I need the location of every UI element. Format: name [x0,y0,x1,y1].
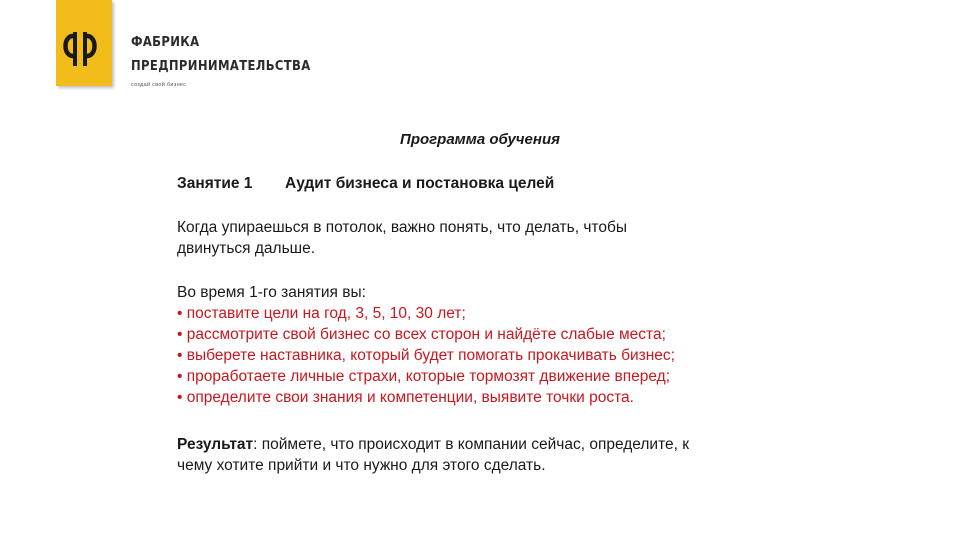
result-line-1-text: : поймете, что происходит в компании сейчас, определите, к [253,436,690,453]
ff-monogram-icon [56,0,112,86]
page-title-text: Программа обучения [400,131,560,148]
result-line-2: чему хотите прийти и что нужно для этого сделать. [177,457,546,474]
list-heading: Во время 1-го занятия вы: [177,284,366,301]
intro-line-2: двинуться дальше. [177,240,316,257]
brand-tagline: создай свой бизнес [131,82,187,88]
brand-name [131,30,340,88]
list-item: • поставите цели на год, 3, 5, 10, 30 лет; [177,305,466,322]
result-paragraph [177,434,689,476]
result-label: Результат [177,436,254,453]
intro-line-1: Когда упираешься в потолок, важно понять, что делать, чтобы [177,219,627,236]
lesson-outcomes-list [177,303,675,408]
list-item: • проработаете личные страхи, которые тормозят движение вперед; [177,368,670,385]
lesson-header [177,175,554,193]
list-item: • определите свои знания и компетенции, выявите точки роста. [177,389,634,406]
result-line-1 [177,434,689,455]
brand-logo [56,0,112,86]
list-item: • выберете наставника, который будет помогать прокачивать бизнес; [177,347,675,364]
intro-paragraph [177,217,627,259]
list-item: • рассмотрите свой бизнес со всех сторон и найдёте слабые места; [177,326,666,343]
lesson-title: Аудит бизнеса и постановка целей [285,175,555,192]
page-title [0,131,960,148]
brand-name-line2: ПРЕДПРИНИМАТЕЛЬСТВА [131,58,311,74]
lesson-number: Занятие 1 [177,175,253,192]
brand-name-line1: ФАБРИКА [131,34,200,50]
